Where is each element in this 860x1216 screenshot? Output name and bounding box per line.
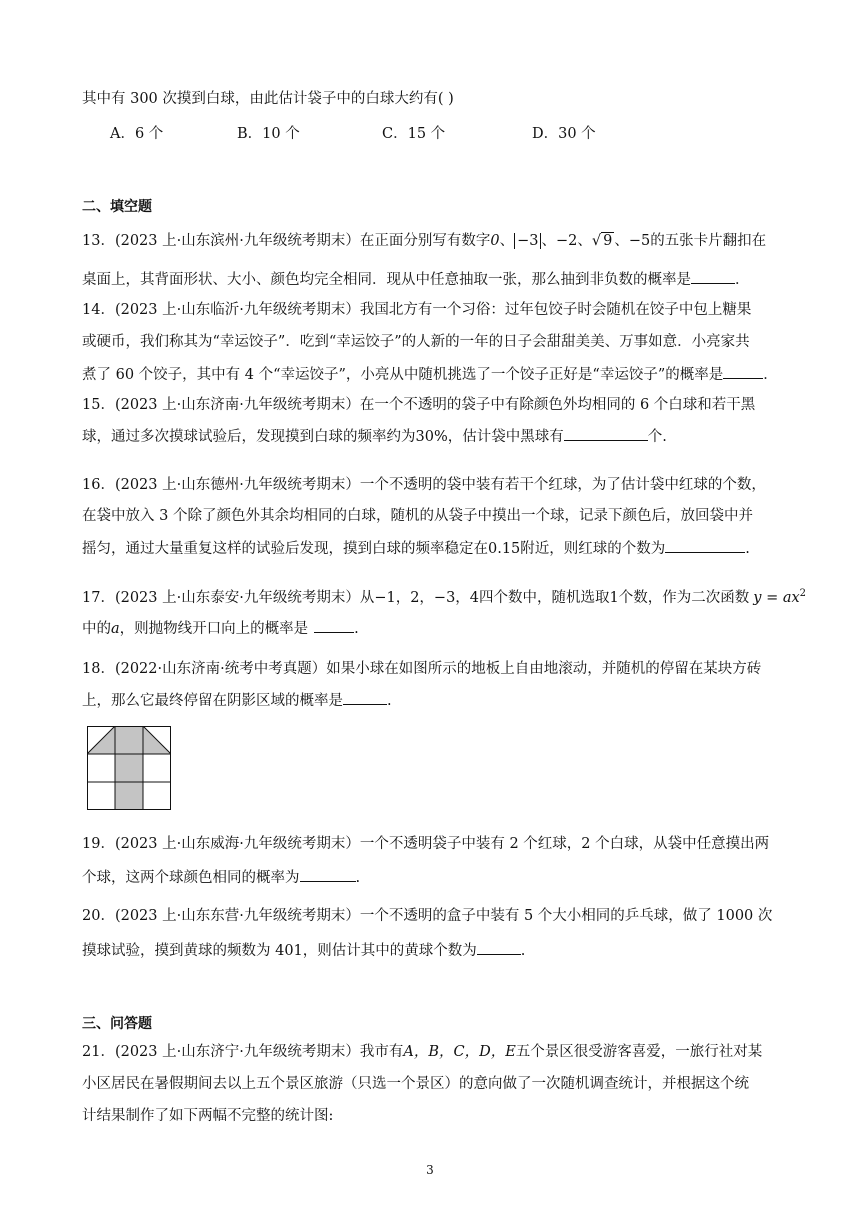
- q17-line2: [82, 618, 790, 639]
- answer-blank: [314, 618, 354, 633]
- q20-text: 摸球试验，摸到黄球的频数为 401，则估计其中的黄球个数为: [82, 943, 477, 959]
- q17-function: y = ax: [753, 590, 800, 606]
- q15-text: 球，通过多次摸球试验后，发现摸到白球的频率约为30%，估计袋中黑球有: [82, 429, 564, 445]
- q13-sep: 、: [614, 233, 629, 249]
- q16-line2: 在袋中放入 3 个除了颜色外其余均相同的白球，随机的从袋子中摸出一个球，记录下颜色后，放回袋中并: [82, 508, 753, 524]
- answer-blank: [691, 269, 735, 284]
- q12-tail: 其中有 300 次摸到白球，由此估计袋子中的白球大约有( ): [82, 91, 454, 107]
- q13-sqrt-radicand: 9: [603, 233, 613, 249]
- q16-end: .: [745, 541, 750, 557]
- q19-end: .: [355, 870, 361, 886]
- q14-line2: 或硬币，我们称其为“幸运饺子”．吃到“幸运饺子”的人新的一年的日子会甜甜美美、万事如意．小亮家共: [82, 334, 750, 350]
- q21-pre: 21．(2023 上·山东济宁·九年级统考期末）我市有: [82, 1044, 404, 1060]
- q17-text: 17．(2023 上·山东泰安·九年级统考期末）从−1，2，−3，4四个数中，随机选取1个数，作为二次函数: [82, 590, 750, 606]
- answer-blank: [477, 940, 521, 955]
- answer-blank: [343, 690, 387, 705]
- q14-text: 煮了 60 个饺子，其中有 4 个“幸运饺子”，小亮从中随机挑选了一个饺子正好是“幸运饺子”的概率是: [82, 367, 724, 383]
- q13-text: 桌面上，其背面形状、大小、颜色均完全相同．现从中任意抽取一张，那么抽到非负数的概率是: [82, 272, 691, 288]
- q14-line1: 14．(2023 上·山东临沂·九年级统考期末）我国北方有一个习俗：过年包饺子时会随机在饺子中包上糖果: [82, 302, 752, 318]
- floor-tile-figure: [87, 726, 171, 810]
- q16-line1: 16．(2023 上·山东德州·九年级统考期末）一个不透明的袋中装有若干个红球，为了估计袋中红球的个数，: [82, 477, 766, 493]
- q17-line1: [82, 584, 807, 608]
- q13-end: ．: [735, 272, 750, 288]
- q17-pre: 中的: [82, 621, 111, 637]
- q18-line2: [82, 690, 790, 711]
- q20-end: .: [520, 943, 526, 959]
- q21-post: 五个景区很受游客喜爱，一旅行社对某: [515, 1044, 763, 1060]
- q13-line1: [82, 231, 790, 251]
- q18-line1: 18．(2022·山东济南·统考中考真题）如果小球在如图所示的地板上自由地滚动，并随机的停留在某块方砖: [82, 661, 762, 677]
- answer-blank: [665, 538, 745, 553]
- q12-choices: [110, 122, 710, 142]
- q17-exponent: 2: [799, 588, 807, 599]
- q13-prefix: 13．(2023 上·山东滨州·九年级统考期末）在正面分别写有数字: [82, 233, 491, 249]
- q21-line1: [82, 1042, 790, 1062]
- q20-line1: 20．(2023 上·山东东营·九年级统考期末）一个不透明的盒子中装有 5 个大小相同的乒乓球，做了 1000 次: [82, 908, 773, 924]
- q18-text: 上，那么它最终停留在阴影区域的概率是: [82, 693, 343, 709]
- q20-line2: [82, 940, 790, 961]
- q13-num-neg5: −5: [628, 233, 651, 249]
- page-number: 3: [426, 1163, 434, 1177]
- answer-blank: [300, 867, 356, 882]
- q13-sep: 、: [541, 233, 556, 249]
- q15-line1: 15．(2023 上·山东济南·九年级统考期末）在一个不透明的袋子中有除颜色外均相同的 6 个白球和若干黑: [82, 397, 756, 413]
- arrow-shape: [87, 726, 171, 810]
- choice-d: D．30 个: [532, 126, 596, 142]
- q19-text: 个球，这两个球颜色相同的概率为: [82, 870, 300, 886]
- answer-blank: [723, 364, 763, 379]
- q18-end: .: [387, 693, 392, 709]
- q14-end: ．: [763, 367, 778, 383]
- q21-line3: 计结果制作了如下两幅不完整的统计图:: [82, 1108, 334, 1124]
- q13-sqrt: √ 9: [591, 233, 613, 249]
- q13-num-neg2: −2: [555, 233, 578, 249]
- choice-b: B．10 个: [237, 126, 300, 142]
- q21-line2: 小区居民在暑假期间去以上五个景区旅游（只选一个景区）的意向做了一次随机调查统计，并根据这个统: [82, 1076, 749, 1092]
- q16-line3: [82, 538, 790, 559]
- q13-suffix: 的五张卡片翻扣在: [650, 233, 767, 249]
- section-fill-blank-title: 二、填空题: [82, 199, 152, 215]
- choice-c: C．15 个: [382, 126, 446, 142]
- q17-end: .: [354, 621, 359, 637]
- q15-end: 个.: [647, 429, 667, 445]
- q21-letters: A，B，C，D，E: [403, 1044, 516, 1060]
- q13-sep: 、: [499, 233, 515, 249]
- q17-var: a: [111, 621, 120, 637]
- q19-line1: 19．(2023 上·山东威海·九年级统考期末）一个不透明袋子中装有 2 个红球，2 个白球，从袋中任意摸出两: [82, 836, 770, 852]
- q17-post: ，则抛物线开口向上的概率是: [119, 621, 309, 637]
- section-qa-title: 三、问答题: [82, 1016, 152, 1032]
- shaded-arrow-region: [87, 726, 171, 810]
- q19-line2: [82, 867, 790, 888]
- q13-line2: [82, 269, 790, 290]
- q13-abs-value: −3: [514, 233, 541, 249]
- q14-line3: [82, 364, 790, 385]
- q13-num-0: 0: [490, 233, 500, 249]
- choice-a: A．6 个: [110, 126, 164, 142]
- answer-blank: [564, 426, 648, 441]
- q13-sep: 、: [577, 233, 592, 249]
- q16-text: 摇匀，通过大量重复这样的试验后发现，摸到白球的频率稳定在0.15附近，则红球的个数为: [82, 541, 666, 557]
- q15-line2: [82, 426, 790, 447]
